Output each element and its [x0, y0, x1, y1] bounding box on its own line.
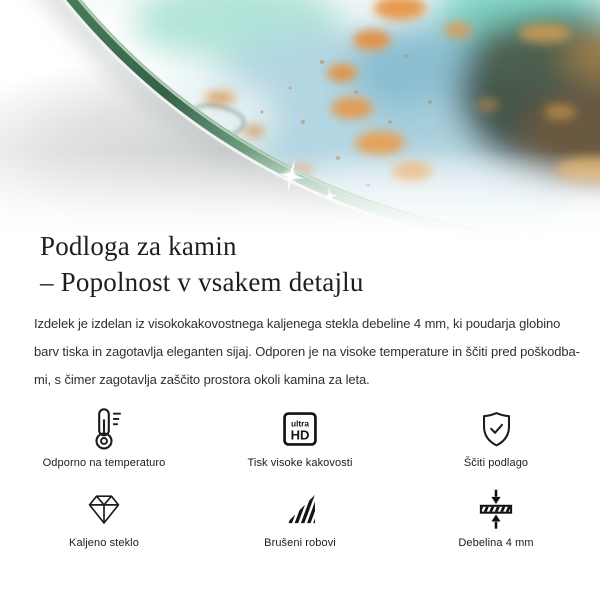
- feature-label: Debelina 4 mm: [458, 537, 534, 549]
- features-grid: [0, 406, 600, 550]
- ultra-hd-icon: [281, 406, 319, 452]
- feature-label: Brušeni robovi: [264, 537, 336, 549]
- shield-check-icon: [476, 406, 517, 452]
- thermometer-icon: [81, 406, 127, 452]
- feature-temperature-resistant: [6, 406, 202, 470]
- page-title-line1: Podloga za kamin: [40, 231, 237, 261]
- feature-print-quality: [202, 406, 398, 470]
- diamond-icon: [84, 486, 124, 532]
- ground-edges-icon: [281, 486, 319, 532]
- feature-protects-base: [398, 406, 594, 470]
- description-line: Izdelek je izdelan iz visokokakovostnega kaljenega stekla debeline 4 mm, ki poudarja globino: [34, 316, 561, 331]
- svg-text:ultra: ultra: [291, 418, 309, 429]
- feature-label: Kaljeno steklo: [69, 537, 139, 549]
- description-line: barv tiska in zagotavlja eleganten sijaj. Odporen je na visoke temperature in ščiti pred poškodba-: [34, 344, 580, 359]
- thickness-icon: [474, 486, 518, 532]
- svg-text:HD: HD: [290, 427, 310, 443]
- feature-tempered-glass: [6, 486, 202, 550]
- feature-label: Tisk visoke kakovosti: [247, 457, 353, 469]
- feature-thickness: [398, 486, 594, 550]
- description-line: mi, s čimer zagotavlja zaščito prostora okoli kamina za leta.: [34, 372, 370, 387]
- page-title-line2: – Popolnost v vsakem detajlu: [40, 267, 364, 297]
- hero-product-image: [0, 0, 600, 238]
- page-title: [40, 228, 600, 300]
- feature-ground-edges: [202, 486, 398, 550]
- feature-label: Odporno na temperaturo: [42, 457, 166, 469]
- product-description: [34, 310, 600, 394]
- feature-label: Ščiti podlago: [463, 457, 529, 469]
